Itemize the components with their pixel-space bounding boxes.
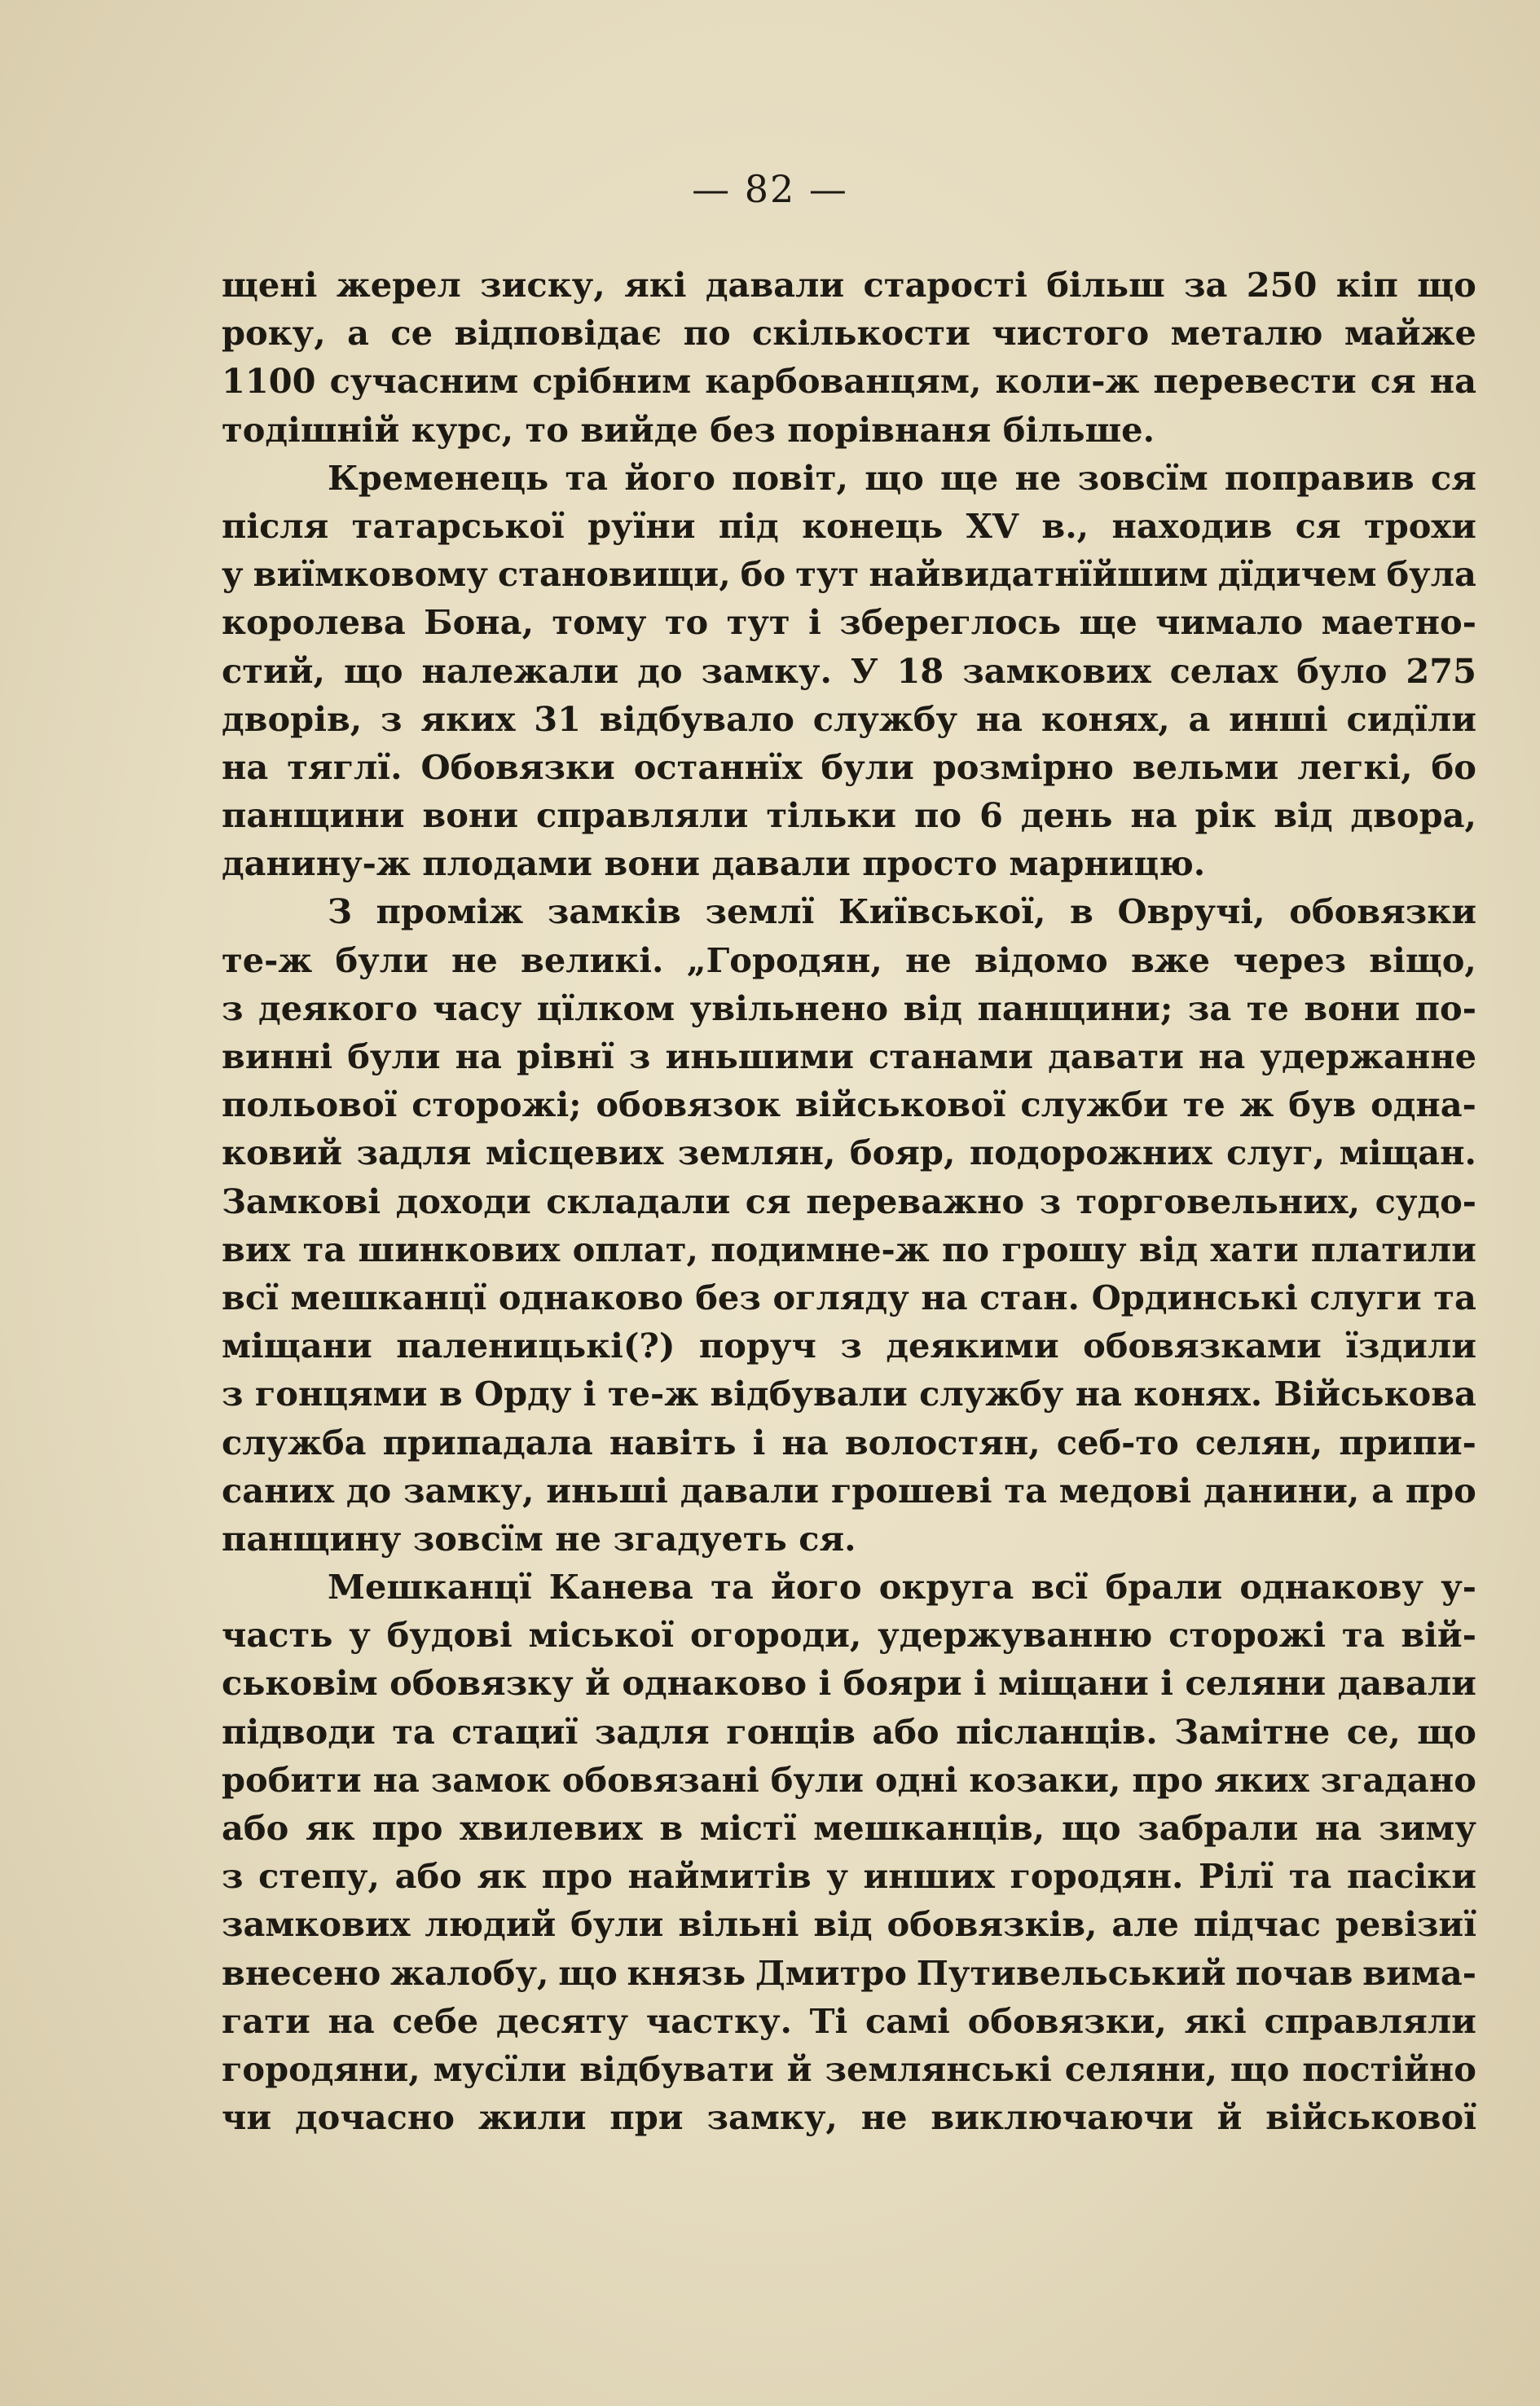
text-line: підводи та стациї задля гонців або післанців. Замітне се, що: [222, 1711, 1476, 1752]
text-line: З проміж замків землї Київської, в Овручі, обовязки: [328, 891, 1476, 932]
text-line: городяни, мусїли відбувати й землянські селяни, що постійно: [222, 2048, 1476, 2089]
text-line: Кременець та його повіт, що ще не зовсїм поправив ся: [328, 457, 1476, 498]
text-line: служба припадала навіть і на волостян, себ-то селян, припи-: [222, 1422, 1476, 1463]
text-line: після татарської руїни під конець XV в., находив ся трохи: [222, 505, 1476, 546]
text-line: замкових людий були вільні від обовязків, але підчас ревізиї: [222, 1904, 1476, 1945]
text-line: або як про хвилевих в містї мешканців, що забрали на зиму: [222, 1808, 1476, 1848]
text-line: часть у будові міської огороди, удержуванню сторожі та вій-: [222, 1615, 1476, 1656]
text-line: з степу, або як про наймитів у инших городян. Рілї та пасіки: [222, 1856, 1476, 1897]
body-text: [222, 261, 1476, 2141]
text-line: року, а се відповідає по скількости чистого металю майже: [222, 313, 1476, 354]
text-line: з гонцями в Орду і те-ж відбували службу на конях. Військова: [222, 1374, 1476, 1414]
text-line: на тяглї. Обовязки останнїх були розмірно вельми легкі, бо: [222, 746, 1476, 787]
text-line: всї мешканцї однаково без огляду на стан. Ординські слуги та: [222, 1277, 1476, 1317]
text-line: внесено жалобу, що князь Дмитро Путивельський почав вима-: [222, 1952, 1476, 1993]
text-line: міщани паленицькі(?) поруч з деякими обовязками їздили: [222, 1326, 1476, 1366]
text-line: королева Бона, тому то тут і збереглось ще чимало маетно-: [222, 602, 1476, 643]
text-line: тодішній курс, то вийде без порівнаня більше.: [222, 409, 1155, 450]
page-number: — 82 —: [692, 167, 848, 211]
text-line: ськовім обовязку й однаково і бояри і міщани і селяни давали: [222, 1663, 1476, 1704]
text-line: 1100 сучасним срібним карбованцям, коли-ж перевести ся на: [222, 361, 1476, 402]
text-line: ковий задля місцевих землян, бояр, подорожних слуг, міщан.: [222, 1133, 1476, 1173]
text-line: чи дочасно жили при замку, не виключаючи й військової: [222, 2097, 1476, 2138]
text-line: саних до замку, иньші давали грошеві та медові данини, а про: [222, 1470, 1476, 1511]
text-line: стий, що належали до замку. У 18 замкових селах було 275: [222, 650, 1476, 691]
text-line: з деякого часу цїлком увільнено від панщини; за те вони по-: [222, 987, 1476, 1028]
text-line: винні були на рівнї з иньшими станами давати на удержанне: [222, 1036, 1476, 1076]
text-line: те-ж були не великі. „Городян, не відомо вже через віщо,: [222, 939, 1476, 980]
text-line: Мешканцї Канева та його округа всї брали однакову у-: [328, 1567, 1476, 1608]
text-line: польової сторожі; обовязок військової служби те ж був одна-: [222, 1084, 1476, 1125]
text-line: робити на замок обовязані були одні козаки, про яких згадано: [222, 1759, 1476, 1800]
text-line: гати на себе десяту частку. Ті самі обовязки, які справляли: [222, 2000, 1476, 2041]
text-line: вих та шинкових оплат, подимне-ж по грошу від хати платили: [222, 1229, 1476, 1269]
text-line: данину-ж плодами вони давали просто марницю.: [222, 843, 1206, 884]
text-line: панщину зовсїм не згадуеть ся.: [222, 1518, 856, 1559]
text-line: Замкові доходи складали ся переважно з торговельних, судо-: [222, 1181, 1476, 1221]
text-line: дворів, з яких 31 відбувало службу на конях, а инші сидїли: [222, 698, 1476, 739]
text-line: щені жерел зиску, які давали старості більш за 250 кіп що: [222, 265, 1476, 305]
text-line: панщини вони справляли тільки по 6 день на рік від двора,: [222, 795, 1476, 836]
text-line: у виїмковому становищи, бо тут найвидатнїйшим дїдичем була: [222, 554, 1476, 595]
